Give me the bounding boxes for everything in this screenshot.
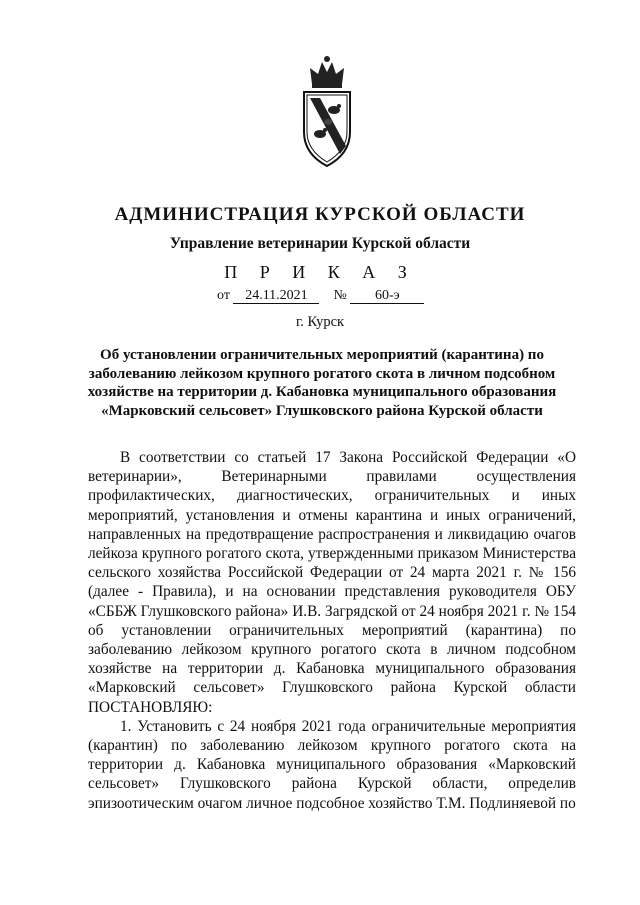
document-title: Об установлении ограничительных мероприятий (карантина) по заболеванию лейкозом крупного рогатого скота в личном подсобном хозяйстве на территории д. Кабановка муниципального образования «Марковский сельсовет» Глушковского района Курской области <box>87 347 557 419</box>
date-number-line <box>217 288 424 304</box>
document-type: П Р И К А З <box>224 262 416 282</box>
document-date: 24.11.2021 <box>233 288 319 304</box>
body-paragraph: 1. Установить с 24 ноября 2021 года ограничительные мероприятия (карантин) по заболеванию лейкозом крупного рогатого скота на территории д. Кабановка муниципального образования «Марковский сельсовет» Глушковского района Курской области, определив эпизоотическим очагом личное подсобное хозяйство Т.М. Подлиняевой по <box>88 717 576 812</box>
document-body <box>88 448 576 813</box>
organization-name: АДМИНИСТРАЦИЯ КУРСКОЙ ОБЛАСТИ <box>114 204 526 225</box>
coat-of-arms-icon <box>296 54 358 170</box>
department-name: Управление ветеринарии Курской области <box>169 235 471 252</box>
document-number: 60-э <box>350 288 424 304</box>
city-name: г. Курск <box>295 314 345 330</box>
number-prefix: № <box>333 288 347 303</box>
body-paragraph: В соответствии со статьей 17 Закона Российской Федерации «О ветеринарии», Ветеринарными правилами осуществления профилактических, диагностических, ограничительных и иных мероприятий, установления и отмены карантина и иных ограничений, направленных на предотвращение распространения и ликвидацию очагов лейкоза крупного рогатого скота, утвержденными приказом Министерства сельского хозяйства Российской Федерации от 24 марта 2021 г. № 156 (далее - Правила), и на основании представления руководителя ОБУ «СББЖ Глушковского района» И.В. Загрядской от 24 ноября 2021 г. № 154 об установлении ограничительных мероприятий (карантина) по заболеванию лейкозом крупного рогатого скота в личном подсобном хозяйстве на территории д. Кабановка муниципального образования «Марковский сельсовет» Глушковского района Курской области ПОСТАНОВЛЯЮ: <box>88 449 576 716</box>
date-prefix: от <box>217 288 230 303</box>
